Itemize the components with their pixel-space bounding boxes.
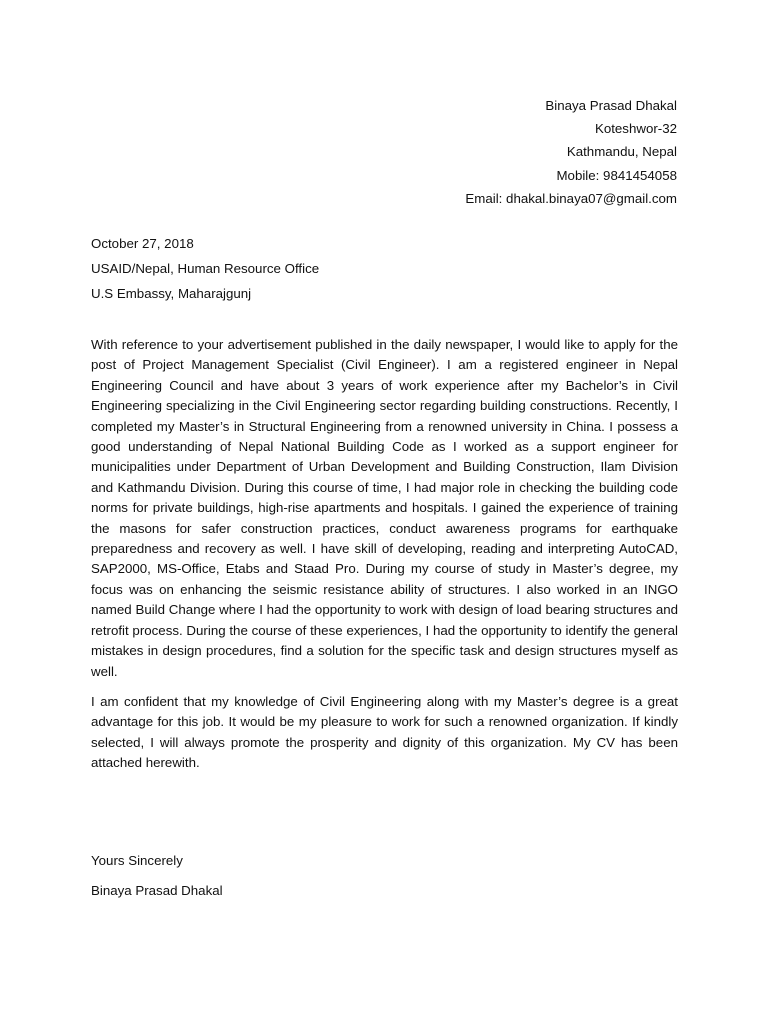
closing-block bbox=[91, 846, 223, 906]
sender-mobile: Mobile: 9841454058 bbox=[556, 167, 677, 183]
sender-block bbox=[465, 94, 677, 210]
sender-address-line1: Koteshwor-32 bbox=[594, 121, 677, 137]
signature-name: Binaya Prasad Dhakal bbox=[91, 883, 223, 898]
sender-name: Binaya Prasad Dhakal bbox=[545, 98, 677, 113]
recipient-block bbox=[91, 231, 319, 306]
recipient-office: USAID/Nepal, Human Resource Office bbox=[91, 261, 320, 276]
sender-address-line2: Kathmandu, Nepal bbox=[566, 144, 677, 160]
letter-date: October 27, 2018 bbox=[91, 236, 194, 251]
closing-salutation: Yours Sincerely bbox=[91, 853, 183, 868]
body-paragraph-2: I am confident that my knowledge of Civil Engineering along with my Master’s degree is a great advantage for this job. It would be my pleasure to work for such a renowned organization. If kindly selected, I will always promote the prosperity and dignity of this organization. My CV has been attached herewith. bbox=[91, 694, 678, 771]
recipient-address: U.S Embassy, Maharajgunj bbox=[91, 286, 252, 301]
sender-email: Email: dhakal.binaya07@gmail.com bbox=[465, 190, 677, 206]
body-paragraph-1: With reference to your advertisement published in the daily newspaper, I would like to apply for the post of Project Management Specialist (Civil Engineer). I am a registered engineer in Nepal Engineering Council and have about 3 years of work experience after my Bachelor’s in Civil Engineering specializing in the Civil Engineering sector regarding building constructions. Recently, I completed my Master’s in Structural Engineering from a renowned university in China. I possess a good understanding of Nepal National Building Code as I worked as a support engineer for municipalities under Department of Urban Development and Building Construction, Ilam Division and Kathmandu Division. During this course of time, I had major role in checking the building code norms for private buildings, high-rise apartments and hospitals. I gained the experience of training the masons for safer construction practices, conduct awareness programs for earthquake preparedness and recovery as well. I have skill of developing, reading and interpreting AutoCAD, SAP2000, MS-Office, Etabs and Staad Pro. During my course of study in Master’s degree, my focus was on enhancing the seismic resistance ability of structures. I also worked in an INGO named Build Change where I had the opportunity to work with design of load bearing structures and retrofit process. During the course of these experiences, I had the opportunity to identify the general mistakes in design procedures, find a solution for the specific task and design structures myself as well. bbox=[91, 337, 678, 679]
